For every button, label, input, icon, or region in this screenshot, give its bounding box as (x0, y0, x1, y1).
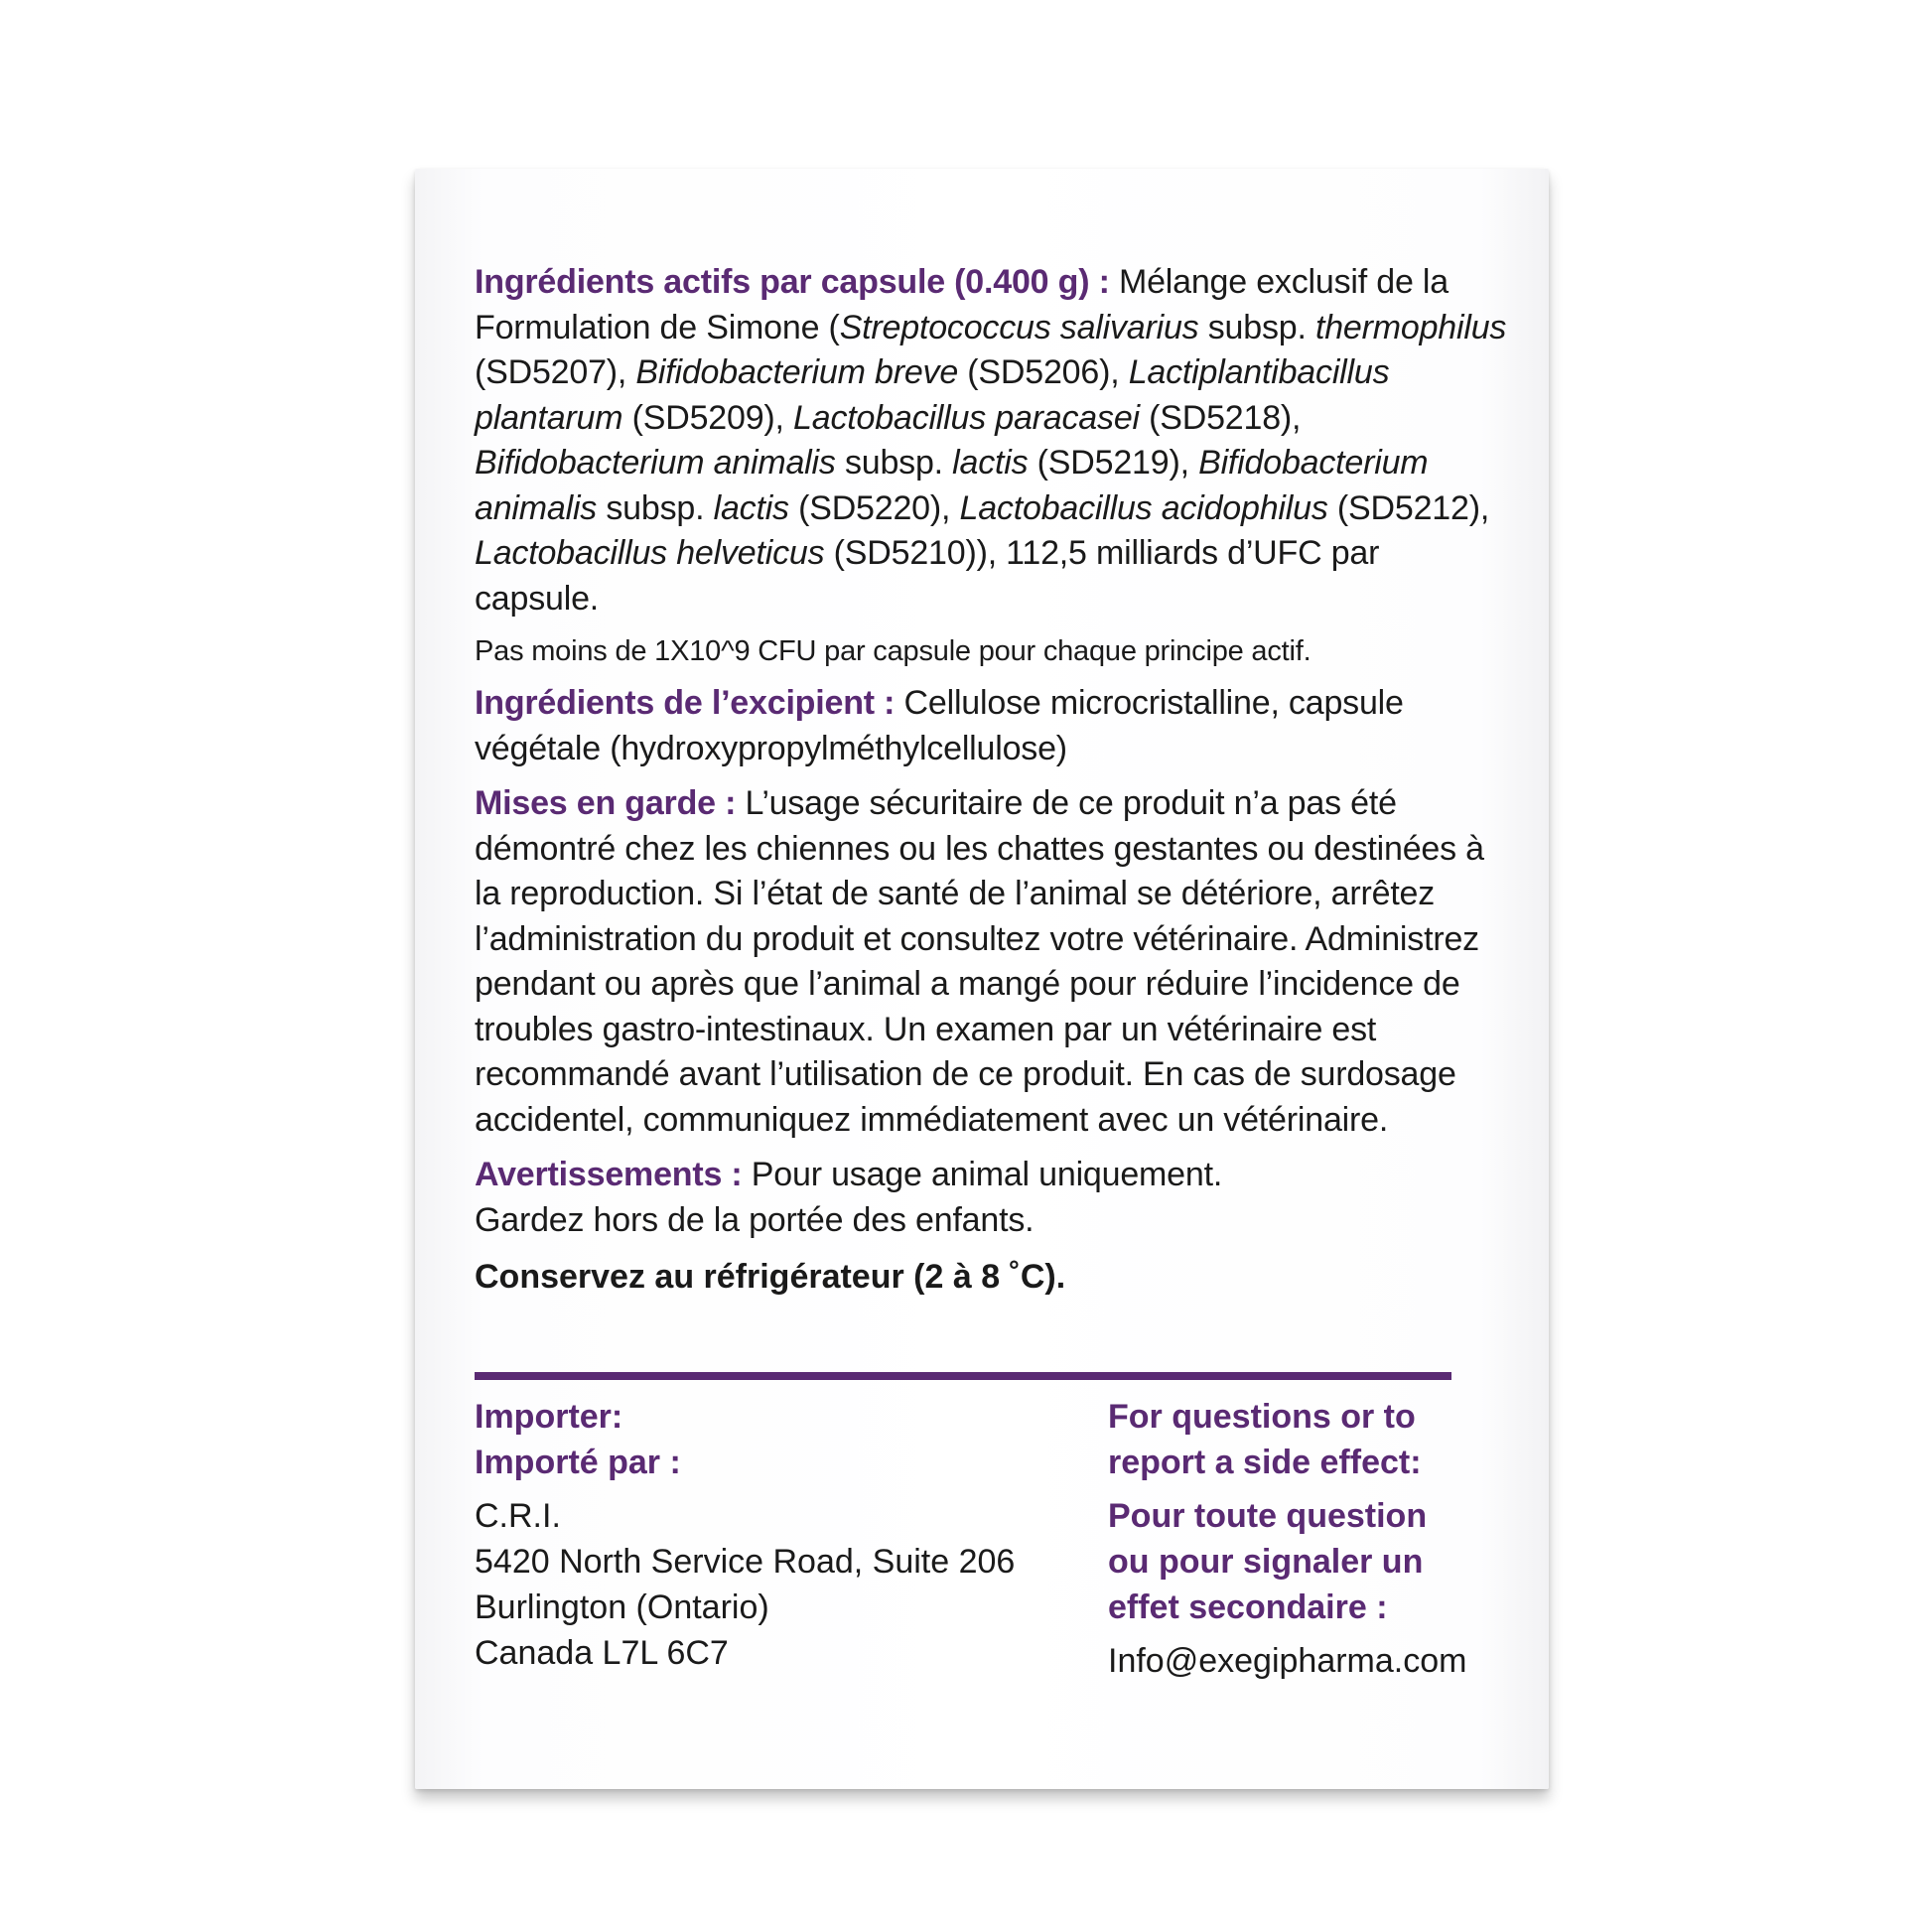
species-name: thermophilus (1314, 308, 1507, 346)
species-name: Bifidobacterium breve (635, 353, 959, 391)
species-name: Lactiplantibacillus plantarum (475, 353, 1390, 437)
ingredient-text: (SD5209), (622, 398, 794, 437)
species-name: Lactobacillus helveticus (475, 534, 825, 572)
importer-label-fr: Importé par : (475, 1444, 681, 1481)
warnings-line-2: Gardez hors de la portée des enfants. (475, 1200, 1035, 1239)
active-ingredients-text (475, 263, 1506, 618)
label-content (475, 260, 1507, 1299)
species-name: lactis (952, 444, 1029, 482)
excipient-text: Cellulose microcristalline, capsule végétale (hydroxypropylméthylcellulose) (475, 684, 1404, 767)
ingredient-text: (SD5212), (1327, 488, 1490, 527)
warnings-label: Avertissements : (475, 1156, 743, 1193)
ingredient-text: subsp. (835, 444, 953, 482)
importer-address-line: Burlington (Ontario) (475, 1588, 769, 1626)
ingredient-text: (SD5210)), 112,5 milliards d’UFC par capsule. (475, 534, 1380, 618)
species-name: Streptococcus salivarius (839, 308, 1199, 346)
storage-note: Conservez au réfrigérateur (2 à 8 ˚C). (475, 1258, 1066, 1296)
species-name: Bifidobacterium animalis (475, 444, 836, 482)
cautions-paragraph (475, 781, 1507, 1143)
cautions-text: L’usage sécuritaire de ce produit n’a pas été démontré chez les chiennes ou les chattes gestantes ou destinées à la reproduction. Si l’état de santé de l’animal se détériore, arrêtez l’administration du produit et consultez votre vétérinaire. Administrez pendant ou après que l’animal a mangé pour réduire l’incidence de troubles gastro-intestinaux. Un examen par un vétérinaire est recommandé avant l’utilisation de ce produit. En cas de surdosage accidentel, communiquez immédiatement avec un vétérinaire. (475, 784, 1484, 1139)
active-ingredients-paragraph (475, 260, 1507, 621)
contact-email: Info@exegipharma.com (1108, 1642, 1467, 1680)
importer-block (475, 1394, 1015, 1676)
importer-address-line: Canada L7L 6C7 (475, 1634, 729, 1672)
ingredient-text: subsp. (1198, 308, 1315, 346)
divider-rule (475, 1372, 1451, 1380)
species-name: Lactobacillus acidophilus (959, 488, 1328, 527)
excipient-label: Ingrédients de l’excipient : (475, 684, 896, 722)
active-ingredients-label: Ingrédients actifs par capsule (0.400 g) : (475, 263, 1110, 301)
excipient-paragraph (475, 681, 1507, 771)
warnings-paragraph (475, 1153, 1507, 1243)
ingredient-text: (SD5206), (958, 353, 1129, 391)
contact-label-fr: effet secondaire : (1108, 1588, 1388, 1626)
contact-label-fr: ou pour signaler un (1108, 1543, 1424, 1581)
warnings-line-1: Pour usage animal uniquement. (742, 1156, 1223, 1193)
species-name: Bifidobacterium animalis (475, 444, 1429, 527)
contact-label-en: report a side effect: (1108, 1444, 1422, 1481)
contact-block (1108, 1394, 1466, 1684)
importer-label-en: Importer: (475, 1398, 623, 1436)
cfu-note: Pas moins de 1X10^9 CFU par capsule pour chaque principe actif. (475, 635, 1311, 667)
contact-label-en: For questions or to (1108, 1398, 1416, 1436)
ingredient-text: (SD5219), (1028, 444, 1199, 482)
species-name: Lactobacillus paracasei (793, 398, 1140, 437)
ingredient-text: (SD5207), (475, 353, 636, 391)
importer-address-line: C.R.I. (475, 1497, 561, 1535)
ingredient-text: (SD5220), (788, 488, 960, 527)
importer-address-line: 5420 North Service Road, Suite 206 (475, 1543, 1016, 1581)
ingredient-text: (SD5218), (1139, 398, 1302, 437)
species-name: lactis (713, 488, 789, 527)
ingredient-text: subsp. (597, 488, 714, 527)
cautions-label: Mises en garde : (475, 784, 737, 822)
contact-label-fr: Pour toute question (1108, 1497, 1428, 1535)
ingredient-text: Mélange exclusif de la Formulation de Simone ( (475, 263, 1449, 346)
